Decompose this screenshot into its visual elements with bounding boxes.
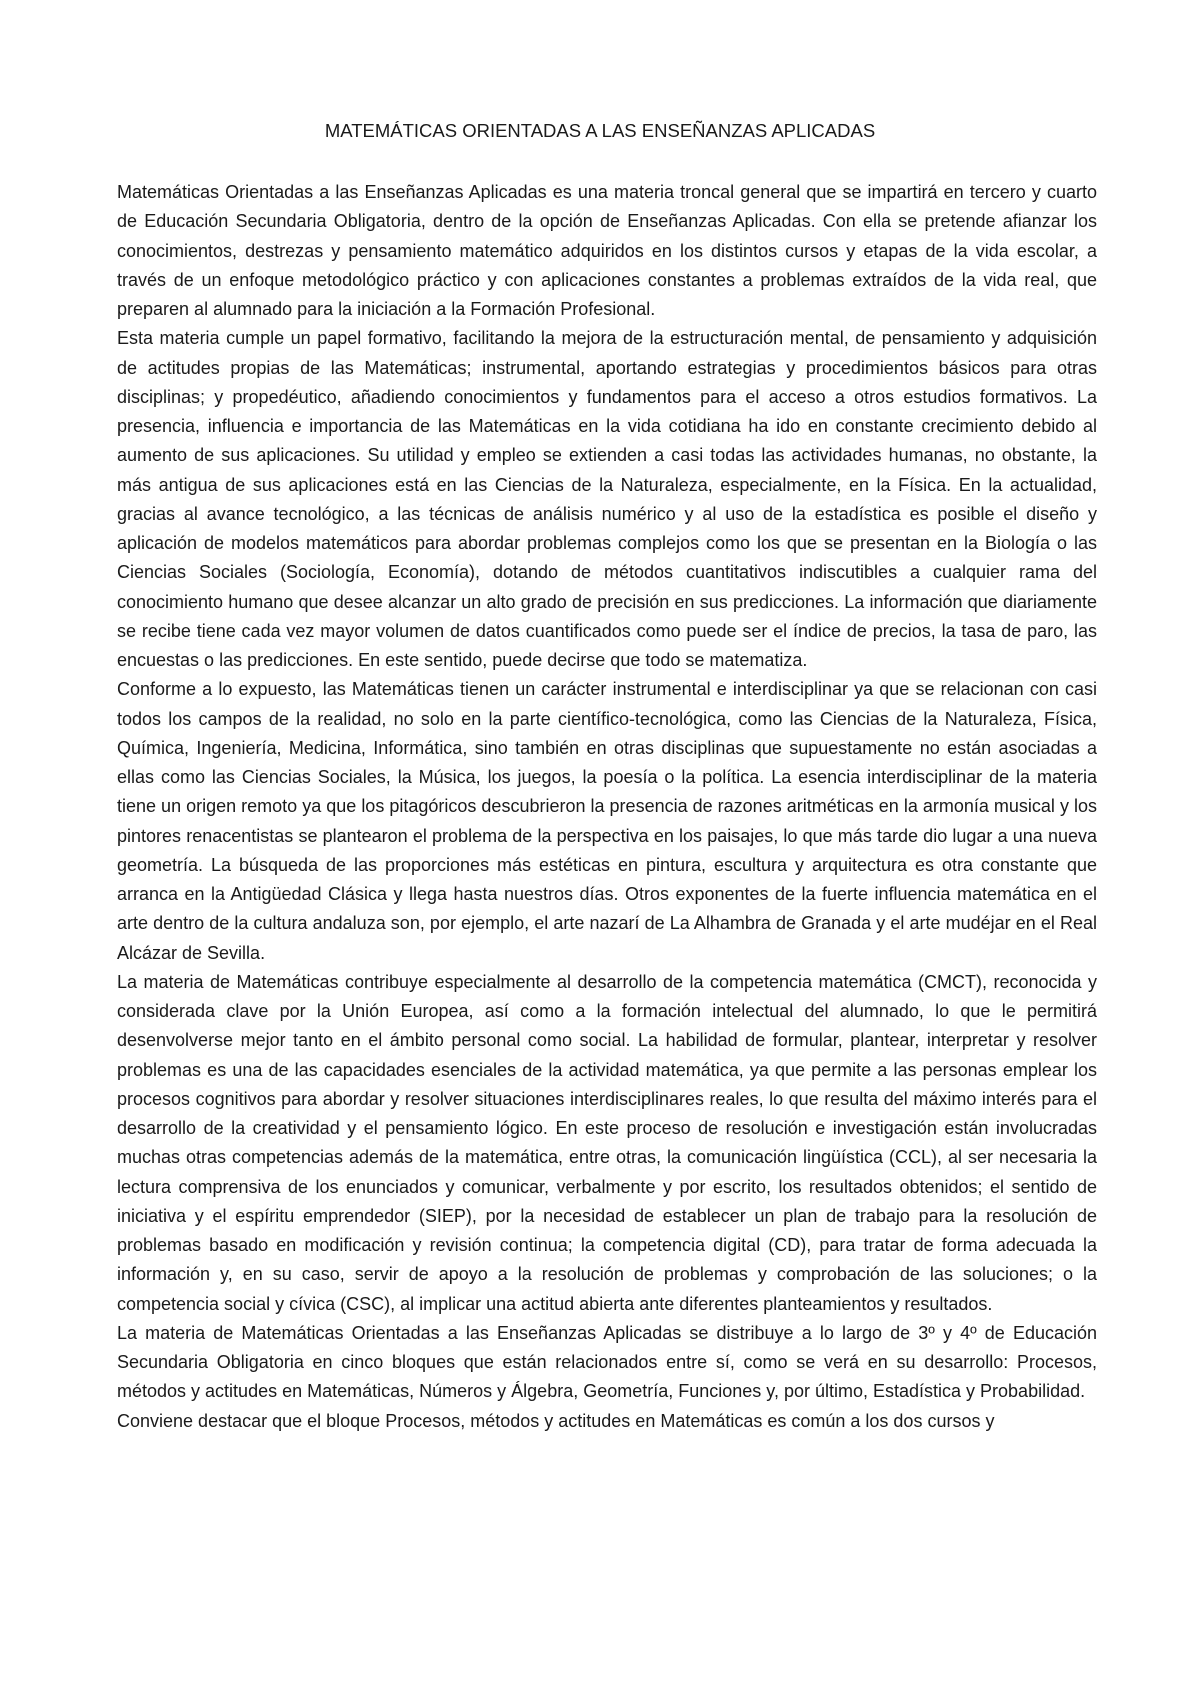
paragraph-interdisciplinary: Conforme a lo expuesto, las Matemáticas tienen un carácter instrumental e interdisciplinar ya que se relacionan con casi todos los campos de la realidad, no solo en la parte científico-tecnológica, como las Ciencias de la Naturaleza, Física, Química, Ingeniería, Medicina, Informática, sino también en otras disciplinas que supuestamente no están asociadas a ellas como las Ciencias Sociales, la Música, los juegos, la poesía o la política. La esencia interdisciplinar de la materia tiene un origen remoto ya que los pitagóricos descubrieron la presencia de razones aritméticas en la armonía musical y los pintores renacentistas se plantearon el problema de la perspectiva en los paisajes, lo que más tarde dio lugar a una nueva geometría. La búsqueda de las proporciones más estéticas en pintura, escultura y arquitectura es otra constante que arranca en la Antigüedad Clásica y llega hasta nuestros días. Otros exponentes de la fuerte influencia matemática en el arte dentro de la cultura andaluza son, por ejemplo, el arte nazarí de La Alhambra de Granada y el arte mudéjar en el Real Alcázar de Sevilla. bbox=[117, 679, 1097, 963]
paragraph-common-block: Conviene destacar que el bloque Procesos, métodos y actitudes en Matemáticas es común a los dos cursos y bbox=[117, 1410, 995, 1431]
paragraph-blocks: La materia de Matemáticas Orientadas a las Enseñanzas Aplicadas se distribuye a lo largo de 3º y 4º de Educación Secundaria Obligatoria en cinco bloques que están relacionados entre sí, como se verá en su desarrollo: Procesos, métodos y actitudes en Matemáticas, Números y Álgebra, Geometría, Funciones y, por último, Estadística y Probabilidad. bbox=[117, 1322, 1097, 1402]
document-title: MATEMÁTICAS ORIENTADAS A LAS ENSEÑANZAS APLICADAS bbox=[324, 120, 876, 141]
document-body bbox=[117, 178, 1097, 1436]
paragraph-intro: Matemáticas Orientadas a las Enseñanzas Aplicadas es una materia troncal general que se impartirá en tercero y cuarto de Educación Secundaria Obligatoria, dentro de la opción de Enseñanzas Aplicadas. Con ella se pretende afianzar los conocimientos, destrezas y pensamiento matemático adquiridos en los distintos cursos y etapas de la vida escolar, a través de un enfoque metodológico práctico y con aplicaciones constantes a problemas extraídos de la vida real, que preparen al alumnado para la iniciación a la Formación Profesional. bbox=[117, 182, 1097, 319]
paragraph-competences: La materia de Matemáticas contribuye especialmente al desarrollo de la competencia matemática (CMCT), reconocida y considerada clave por la Unión Europea, así como a la formación intelectual del alumnado, lo que le permitirá desenvolverse mejor tanto en el ámbito personal como social. La habilidad de formular, plantear, interpretar y resolver problemas es una de las capacidades esenciales de la actividad matemática, ya que permite a las personas emplear los procesos cognitivos para abordar y resolver situaciones interdisciplinares reales, lo que resulta del máximo interés para el desarrollo de la creatividad y el pensamiento lógico. En este proceso de resolución e investigación están involucradas muchas otras competencias además de la matemática, entre otras, la comunicación lingüística (CCL), al ser necesaria la lectura comprensiva de los enunciados y comunicar, verbalmente y por escrito, los resultados obtenidos; el sentido de iniciativa y el espíritu emprendedor (SIEP), por la necesidad de establecer un plan de trabajo para la resolución de problemas basado en modificación y revisión continua; la competencia digital (CD), para tratar de forma adecuada la información y, en su caso, servir de apoyo a la resolución de problemas y comprobación de las soluciones; o la competencia social y cívica (CSC), al implicar una actitud abierta ante diferentes planteamientos y resultados. bbox=[117, 971, 1097, 1314]
paragraph-formative-role: Esta materia cumple un papel formativo, facilitando la mejora de la estructuración mental, de pensamiento y adquisición de actitudes propias de las Matemáticas; instrumental, aportando estrategias y procedimientos básicos para otras disciplinas; y propedéutico, añadiendo conocimientos y fundamentos para el acceso a otros estudios formativos. La presencia, influencia e importancia de las Matemáticas en la vida cotidiana ha ido en constante crecimiento debido al aumento de sus aplicaciones. Su utilidad y empleo se extienden a casi todas las actividades humanas, no obstante, la más antigua de sus aplicaciones está en las Ciencias de la Naturaleza, especialmente, en la Física. En la actualidad, gracias al avance tecnológico, a las técnicas de análisis numérico y al uso de la estadística es posible el diseño y aplicación de modelos matemáticos para abordar problemas complejos como los que se presentan en la Biología o las Ciencias Sociales (Sociología, Economía), dotando de métodos cuantitativos indiscutibles a cualquier rama del conocimiento humano que desee alcanzar un alto grado de precisión en sus predicciones. La información que diariamente se recibe tiene cada vez mayor volumen de datos cuantificados como puede ser el índice de precios, la tasa de paro, las encuestas o las predicciones. En este sentido, puede decirse que todo se matematiza. bbox=[117, 328, 1097, 670]
